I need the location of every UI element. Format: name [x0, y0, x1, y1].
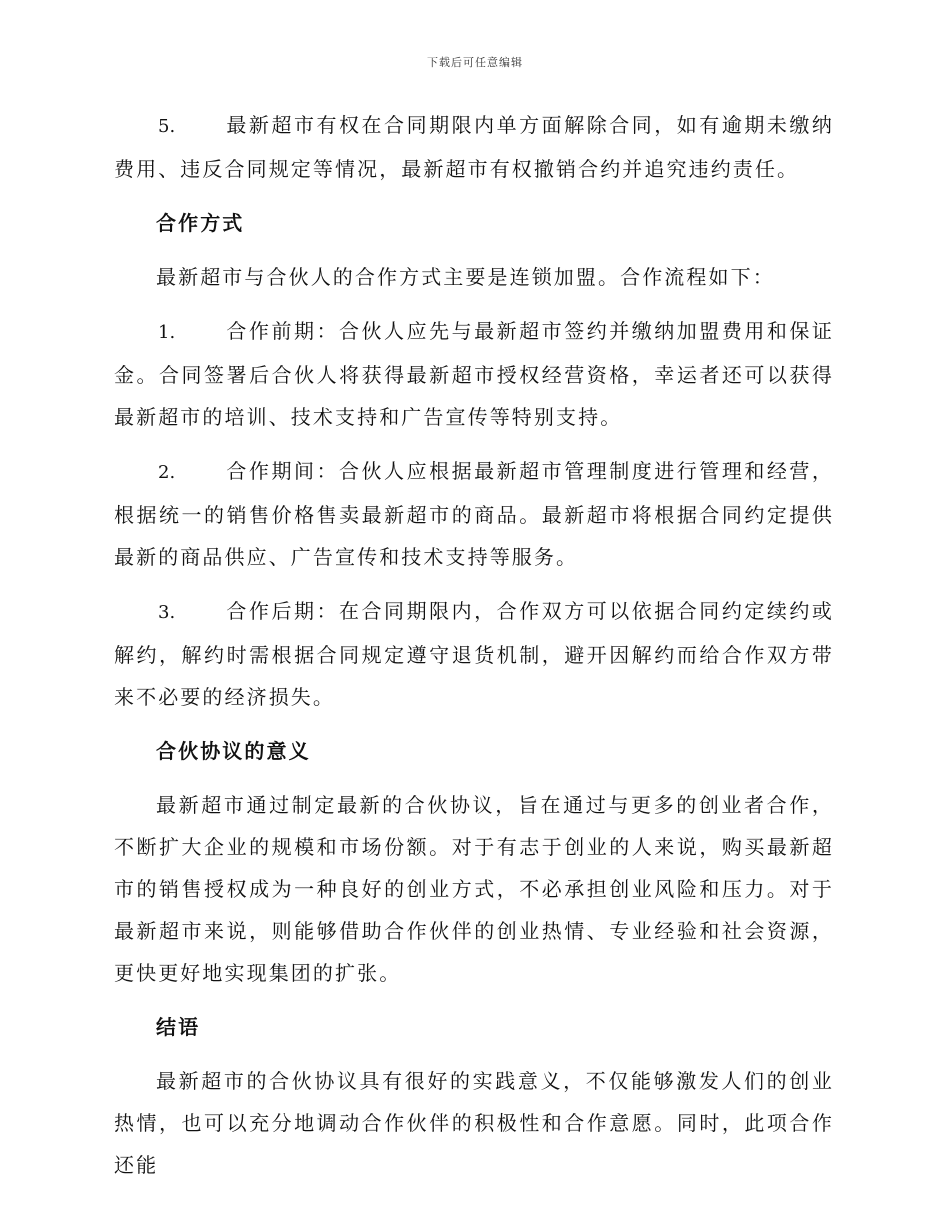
- section-heading-conclusion: 结语: [156, 1015, 201, 1039]
- list-number: 5.: [158, 116, 176, 137]
- paragraph-significance: 最新超市通过制定最新的合伙协议，旨在通过与更多的创业者合作，不断扩大企业的规模和市场份额。对于有志于创业的人来说，购买最新超市的销售授权成为一种良好的创业方式，不必承担创业风险和压力。对于最新超市来说，则能够借助合作伙伴的创业热情、专业经验和社会资源，更快更好地实现集团的扩张。: [114, 793, 834, 985]
- document-body: [114, 104, 834, 1198]
- section-heading-cooperation-method: 合作方式: [156, 211, 245, 235]
- list-item-phase-1: [114, 310, 834, 438]
- list-item-phase-2: [114, 450, 834, 578]
- list-item-text: 合作前期：合伙人应先与最新超市签约并缴纳加盟费用和保证金。合同签署后合伙人将获得最新超市授权经营资格，幸运者还可以获得最新超市的培训、技术支持和广告宣传等特别支持。: [114, 319, 834, 429]
- list-item-text: 最新超市有权在合同期限内单方面解除合同，如有逾期未缴纳费用、违反合同规定等情况，最新超市有权撤销合约并追究违约责任。: [114, 113, 834, 181]
- list-number: 2.: [158, 462, 176, 483]
- page-header: 下载后可任意编辑: [427, 56, 523, 69]
- list-item-phase-3: [114, 590, 834, 718]
- section-heading-significance: 合伙协议的意义: [156, 739, 311, 763]
- list-item-clause-5: [114, 104, 834, 190]
- paragraph-cooperation-intro: 最新超市与合伙人的合作方式主要是连锁加盟。合作流程如下：: [156, 265, 775, 289]
- paragraph-conclusion: 最新超市的合伙协议具有很好的实践意义，不仅能够激发人们的创业热情，也可以充分地调动合作伙伴的积极性和合作意愿。同时，此项合作还能: [114, 1069, 834, 1177]
- list-item-text: 合作后期：在合同期限内，合作双方可以依据合同约定续约或解约，解约时需根据合同规定遵守退货机制，避开因解约而给合作双方带来不必要的经济损失。: [114, 599, 834, 709]
- list-number: 1.: [158, 322, 176, 343]
- list-number: 3.: [158, 602, 176, 623]
- list-item-text: 合作期间：合伙人应根据最新超市管理制度进行管理和经营，根据统一的销售价格售卖最新超市的商品。最新超市将根据合同约定提供最新的商品供应、广告宣传和技术支持等服务。: [114, 459, 834, 569]
